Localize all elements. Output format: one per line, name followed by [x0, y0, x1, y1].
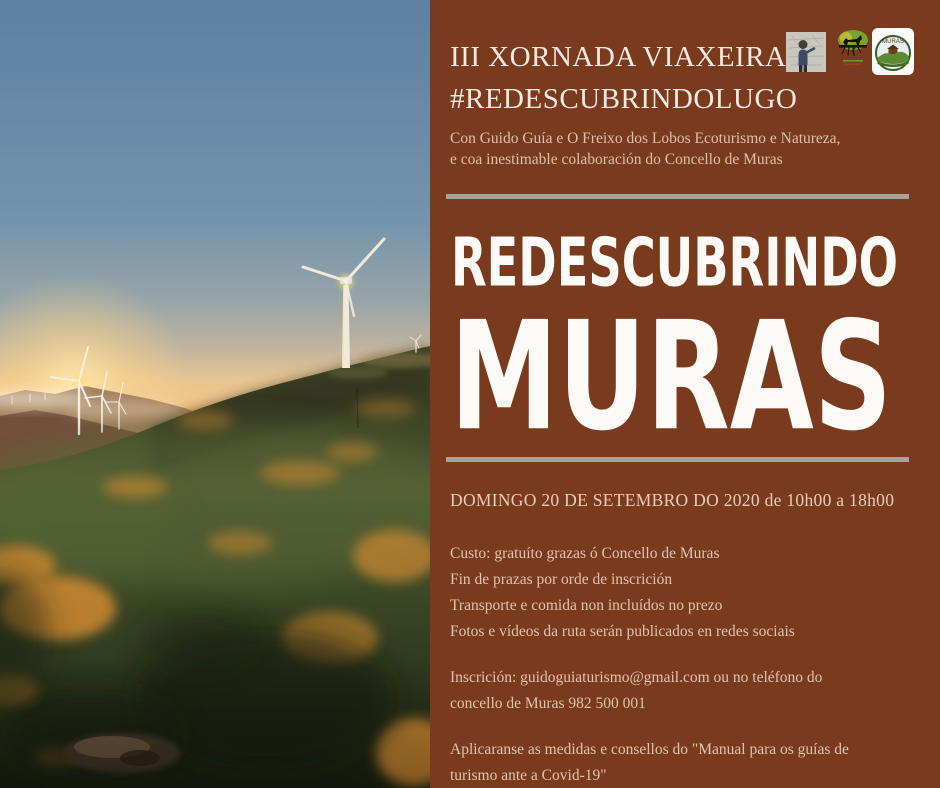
muras-logo-caption: MURAS — [882, 39, 904, 45]
landscape-photo — [0, 0, 430, 788]
condition-item: Transporte e comida non incluídos no prezo — [450, 597, 723, 614]
inscription-info — [450, 665, 922, 717]
condition-item: Custo: gratuíto grazas ó Concello de Muras — [450, 545, 720, 562]
subtitle-line1: Con Guido Guía e O Freixo dos Lobos Ecoturismo e Natureza, — [450, 130, 841, 147]
main-title — [448, 231, 913, 433]
divider-bottom — [446, 457, 909, 462]
divider-top — [446, 194, 909, 199]
condition-item: Fin de prazas por orde de inscrición — [450, 571, 673, 588]
valley-fog — [65, 402, 185, 418]
covid-line2: turismo ante a Covid-19" — [450, 767, 607, 784]
covid-notice — [450, 737, 922, 788]
subtitle-line2: e coa inestimable colaboración do Concello de Muras — [450, 151, 783, 168]
event-hashtag: #REDESCUBRINDOLUGO — [450, 83, 798, 115]
inscription-line2: concello de Muras 982 500 001 — [450, 695, 646, 712]
bottom-shade — [0, 660, 430, 788]
main-title-line1: REDESCUBRINDO — [451, 231, 898, 303]
event-subtitle — [450, 128, 922, 170]
event-date: DOMINGO 20 DE SETEMBRO DO 2020 de 10h00 a 18h00 — [450, 490, 895, 510]
condition-item: Fotos e vídeos da ruta serán publicados en redes sociais — [450, 623, 795, 640]
inscription-line1: Inscrición: guidoguiaturismo@gmail.com ou no teléfono do — [450, 669, 823, 686]
event-title-line1: III XORNADA VIAXEIRA — [450, 41, 787, 73]
main-title-line2: MURAS — [450, 290, 892, 433]
wolf-ecotourism-logo — [833, 28, 873, 72]
covid-line1: Aplicaranse as medidas e consellos do "Manual para os guías de — [450, 741, 849, 758]
guide-person-photo — [786, 32, 826, 72]
conditions-list — [450, 541, 922, 645]
concello-de-muras-logo — [872, 28, 914, 75]
info-panel — [430, 0, 940, 788]
wind-farm-sunset-illustration — [0, 0, 430, 788]
partner-logos — [782, 28, 922, 78]
ridge-rim-light — [328, 367, 388, 379]
